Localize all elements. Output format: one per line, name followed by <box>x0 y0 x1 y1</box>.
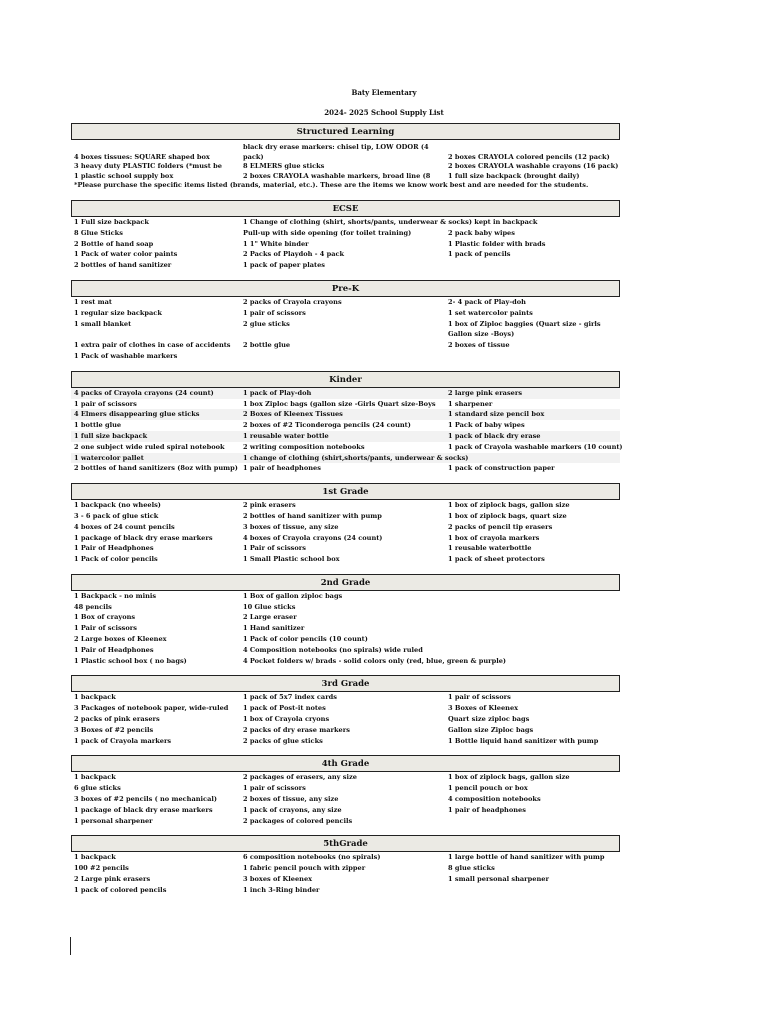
list-item: 1 pack of sheet protectors <box>448 555 545 564</box>
list-item: 3 boxes of tissue, any size <box>243 522 339 531</box>
table-row <box>71 703 620 714</box>
list-item: 1 regular size backpack <box>74 308 162 317</box>
list-item: 1 backpack <box>74 773 116 782</box>
section-header-5thgrade: 5thGrade <box>71 835 620 852</box>
list-item: 1 box of ziplock bags, gallon size <box>448 501 570 510</box>
table-row <box>71 431 620 442</box>
grade-sections <box>71 191 623 896</box>
list-item: 2 boxes of tissue, any size <box>243 795 339 804</box>
list-item: 4 boxes of 24 count pencils <box>74 522 175 531</box>
list-item: Gallon size Ziploc bags <box>448 725 534 734</box>
table-row <box>71 725 620 736</box>
list-item <box>71 329 243 340</box>
list-item: 1 Bottle liquid hand sanitizer with pump <box>448 736 599 745</box>
list-item: 2 packs of pink erasers <box>74 715 160 724</box>
table-row <box>71 656 620 667</box>
list-item: 1 full size backpack (brought daily) <box>448 171 580 180</box>
table-row <box>71 319 620 330</box>
list-item: 2 packs of pencil tip erasers <box>448 522 553 531</box>
list-item: 1 pencil pouch or box <box>448 784 528 793</box>
list-item: 1 pack of colored pencils <box>74 885 167 894</box>
section-header-4th-grade: 4th Grade <box>71 755 620 772</box>
list-item: 2 packages of colored pencils <box>243 816 353 825</box>
list-item: 1 set watercolor paints <box>448 308 533 317</box>
list-item: black dry erase markers: chisel tip, LOW ODOR (4 <box>243 143 429 151</box>
table-row <box>71 217 620 228</box>
list-item: 1 backpack <box>74 693 116 702</box>
table-row <box>71 442 623 453</box>
table-row <box>71 260 620 271</box>
list-item: 1 Pack of baby wipes <box>448 421 525 430</box>
table-row <box>71 399 620 410</box>
list-item: 1 box of ziplock bags, quart size <box>448 511 567 520</box>
list-item: 1 personal sharpener <box>74 816 153 825</box>
list-item: 2 packs of dry erase markers <box>243 725 350 734</box>
list-item <box>448 453 620 464</box>
list-item: 1 pack of pencils <box>448 250 511 259</box>
section-body-kinder <box>71 388 623 474</box>
list-item: 2 glue sticks <box>243 319 290 328</box>
table-row <box>71 554 620 565</box>
section-body-5thgrade <box>71 852 620 895</box>
list-item: 1 1" White binder <box>243 239 309 248</box>
list-item: 1 Pack of color pencils (10 count) <box>243 635 368 644</box>
table-row <box>71 852 620 863</box>
list-item: 2- 4 pack of Play-doh <box>448 297 526 306</box>
list-item: 1 Pack of water color paints <box>74 250 178 259</box>
list-item <box>243 351 448 362</box>
list-item: 1 box of Crayola cryons <box>243 715 330 724</box>
list-item: 1 Pair of scissors <box>243 544 306 553</box>
list-item: 48 pencils <box>74 602 112 611</box>
list-item: 2 bottles of hand sanitizer with pump <box>243 511 382 520</box>
list-item: 1 Backpack - no minis <box>74 591 157 600</box>
list-item: 1 package of black dry erase markers <box>74 805 213 814</box>
section-header-1st-grade: 1st Grade <box>71 483 620 500</box>
table-row <box>71 612 620 623</box>
list-item: 1 Pack of color pencils <box>74 555 158 564</box>
list-item: 1 pack of black dry erase <box>448 431 541 440</box>
table-row <box>71 692 620 703</box>
list-item: 2 Large pink erasers <box>74 875 151 884</box>
list-item: 1 reusable water bottle <box>243 431 329 440</box>
table-row <box>71 816 620 827</box>
table-row <box>71 228 620 239</box>
list-item: 3 Boxes of Kleenex <box>448 704 519 713</box>
table-row <box>71 340 620 351</box>
list-item: 1 small blanket <box>74 319 132 328</box>
list-item: 2 writing composition notebooks <box>243 442 365 451</box>
list-item: 1 box of ziplock bags, gallon size <box>448 773 570 782</box>
list-item: 3 heavy duty PLASTIC folders (*must be <box>74 162 222 171</box>
list-item: 1 rest mat <box>74 297 112 306</box>
list-item: 10 Glue sticks <box>243 602 296 611</box>
list-item: 1 pair of headphones <box>448 805 526 814</box>
list-item: 2 boxes of #2 Ticonderoga pencils (24 count) <box>243 421 411 430</box>
list-item: 2 pink erasers <box>243 501 296 510</box>
section-header-ecse: ECSE <box>71 200 620 217</box>
table-row <box>71 453 620 464</box>
table-row <box>71 388 620 399</box>
list-item: 1 sharpener <box>448 399 493 408</box>
list-item: 1 inch 3-Ring binder <box>243 885 320 894</box>
list-item: pack) <box>243 152 264 161</box>
section-header-pre-k: Pre-K <box>71 280 620 297</box>
list-item <box>448 143 620 153</box>
table-row <box>71 297 620 308</box>
section-body-pre-k <box>71 297 620 362</box>
table-row <box>71 239 620 250</box>
structured-col-1 <box>71 143 243 181</box>
list-item: 2 bottle glue <box>243 341 291 350</box>
list-item: 1 pair of headphones <box>243 464 321 473</box>
list-item: 1 Plastic school box ( no bags) <box>74 656 187 665</box>
list-item: 3 Packages of notebook paper, wide-ruled <box>74 704 229 713</box>
list-item: 1 backpack <box>74 853 116 862</box>
list-item: 4 packs of Crayola crayons (24 count) <box>74 388 214 397</box>
list-item: 1 pair of scissors <box>243 784 306 793</box>
list-item: 1 Pair of Headphones <box>74 645 154 654</box>
list-item: 2 Bottle of hand soap <box>74 239 154 248</box>
list-item: 2 bottles of hand sanitizers (8oz with pump) <box>74 464 238 473</box>
list-item: 1 fabric pencil pouch with zipper <box>243 864 366 873</box>
list-item <box>448 217 620 228</box>
list-item: 1 bottle glue <box>74 421 122 430</box>
list-item: Pull-up with side opening (for toilet training) <box>243 228 412 237</box>
list-item <box>448 816 620 827</box>
list-item <box>448 656 620 667</box>
table-row <box>71 500 620 511</box>
list-item: 2 Packs of Playdoh - 4 pack <box>243 250 345 259</box>
table-row <box>71 533 620 544</box>
list-item: 1 box of Ziploc baggies (Quart size - girls <box>448 319 601 328</box>
list-item: 1 box of crayola markers <box>448 533 540 542</box>
table-row <box>71 463 620 474</box>
list-item: 1 plastic school supply box <box>74 171 174 180</box>
table-row <box>71 351 620 362</box>
section-header-3rd-grade: 3rd Grade <box>71 675 620 692</box>
list-item: 2 bottles of hand sanitizer <box>74 261 172 270</box>
section-body-1st-grade <box>71 500 620 565</box>
list-item: 2 large pink erasers <box>448 388 523 397</box>
list-item: 3 boxes of Kleenex <box>243 875 313 884</box>
list-item <box>448 591 620 602</box>
list-item: 4 boxes of Crayola crayons (24 count) <box>243 533 383 542</box>
list-item: 1 change of clothing (shirt,shorts/pants, underwear & socks) <box>243 453 469 462</box>
list-item: 1 pack of Crayola markers <box>74 736 172 745</box>
list-item: 8 glue sticks <box>448 864 495 873</box>
table-row <box>71 885 620 896</box>
list-item <box>74 143 243 153</box>
table-row <box>71 409 620 420</box>
table-row <box>71 543 620 554</box>
table-row <box>71 511 620 522</box>
list-item <box>448 634 620 645</box>
list-item: 1 pair of scissors <box>448 693 511 702</box>
section-body-2nd-grade <box>71 591 620 667</box>
table-row <box>71 634 620 645</box>
table-row <box>71 714 620 725</box>
table-row <box>71 249 620 260</box>
supply-list <box>71 123 623 896</box>
table-row <box>71 602 620 613</box>
text-cursor <box>70 937 71 955</box>
list-item: 2 one subject wide ruled spiral notebook <box>74 442 225 451</box>
table-row <box>71 623 620 634</box>
list-item: 2 boxes CRAYOLA colored pencils (12 pack) <box>448 152 610 161</box>
list-item: 1 pack of construction paper <box>448 464 555 473</box>
list-item <box>448 885 620 896</box>
table-row <box>71 645 620 656</box>
section-header-kinder: Kinder <box>71 371 620 388</box>
list-item: 100 #2 pencils <box>74 864 129 873</box>
purchase-note: *Please purchase the specific items listed (brands, material, etc.). These are the items we know work best and are needed for the students. <box>74 181 589 190</box>
table-row <box>71 874 620 885</box>
school-name: Baty Elementary <box>351 88 417 97</box>
table-row <box>71 783 620 794</box>
list-item: 2 packages of erasers, any size <box>243 773 357 782</box>
section-body-ecse <box>71 217 620 271</box>
list-item: 2 packs of glue sticks <box>243 736 323 745</box>
list-item: 1 Box of gallon ziploc bags <box>243 591 343 600</box>
list-item: 1 Full size backpack <box>74 217 149 226</box>
list-item: 1 reusable waterbottle <box>448 544 532 553</box>
list-item: 1 Pair of scissors <box>74 624 137 633</box>
list-item: 2 packs of Crayola crayons <box>243 297 342 306</box>
list-item: Gallon size -Boys) <box>448 330 515 339</box>
table-row <box>71 794 620 805</box>
list-item: 1 pack of crayons, any size <box>243 805 342 814</box>
table-row <box>71 805 620 816</box>
list-item: 1 Pack of washable markers <box>74 351 178 360</box>
table-row <box>71 591 620 602</box>
list-item <box>243 329 448 340</box>
list-item: 1 pack of 5x7 index cards <box>243 693 337 702</box>
list-item: 2 boxes of tissue <box>448 341 510 350</box>
list-item <box>448 351 620 362</box>
list-item: 3 boxes of #2 pencils ( no mechanical) <box>74 795 217 804</box>
table-row <box>71 308 620 319</box>
list-item: 1 pack of Post-it notes <box>243 704 326 713</box>
table-row <box>71 863 620 874</box>
list-item: 1 package of black dry erase markers <box>74 533 213 542</box>
list-item: 2 boxes CRAYOLA washable markers, broad line (8 <box>243 171 431 180</box>
list-item: 2 Large eraser <box>243 613 297 622</box>
section-header-2nd-grade: 2nd Grade <box>71 574 620 591</box>
list-item: 1 Small Plastic school box <box>243 555 340 564</box>
table-row <box>71 420 620 431</box>
section-header-structured-learning: Structured Learning <box>71 123 620 140</box>
list-item: 1 Plastic folder with brads <box>448 239 546 248</box>
table-row <box>71 736 620 747</box>
list-item: 1 large bottle of hand sanitizer with pump <box>448 853 605 862</box>
list-item: 1 pair of scissors <box>243 308 306 317</box>
list-title: 2024- 2025 School Supply List <box>324 108 444 117</box>
list-item: 4 Pocket folders w/ brads - solid colors only (red, blue, green & purple) <box>243 656 507 665</box>
section-body-3rd-grade <box>71 692 620 746</box>
section-body-structured-learning <box>71 140 620 191</box>
list-item: 4 Elmers disappearing glue sticks <box>74 410 200 419</box>
list-item: 1 box Ziploc bags (gallon size -Girls Quart size-Boys <box>243 399 436 408</box>
structured-col-2 <box>243 143 448 181</box>
table-row <box>71 522 620 533</box>
list-item: 3 - 6 pack of glue stick <box>74 511 159 520</box>
structured-col-3 <box>448 143 620 181</box>
list-item <box>448 602 620 613</box>
list-item: 2 Boxes of Kleenex Tissues <box>243 410 343 419</box>
list-item: 4 boxes tissues: SQUARE shaped box <box>74 152 210 161</box>
list-item: 1 full size backpack <box>74 431 148 440</box>
list-item: 1 standard size pencil box <box>448 410 545 419</box>
list-item: 1 pack of Crayola washable markers (10 count) <box>448 442 623 451</box>
list-item: 1 extra pair of clothes in case of accidents <box>74 341 231 350</box>
list-item: 1 pack of paper plates <box>243 261 325 270</box>
list-item: 2 boxes CRAYOLA washable crayons (16 pack) <box>448 162 619 171</box>
list-item: 1 pack of Play-doh <box>243 388 312 397</box>
list-item: 1 Pair of Headphones <box>74 544 154 553</box>
list-item: 4 Composition notebooks (no spirals) wide ruled <box>243 645 423 654</box>
section-body-4th-grade <box>71 772 620 826</box>
list-item: 2 pack baby wipes <box>448 228 515 237</box>
list-item: 1 Box of crayons <box>74 613 136 622</box>
list-item: Quart size ziploc bags <box>448 715 530 724</box>
list-item: 1 Change of clothing (shirt, shorts/pants, underwear & socks) kept in backpack <box>243 217 538 226</box>
list-item: 6 composition notebooks (no spirals) <box>243 853 381 862</box>
table-row <box>71 329 620 340</box>
list-item: 1 watercolor pallet <box>74 453 144 462</box>
list-item: 1 small personal sharpener <box>448 875 549 884</box>
list-item: 6 glue sticks <box>74 784 121 793</box>
list-item <box>448 645 620 656</box>
table-row <box>71 772 620 783</box>
list-item: 8 ELMERS glue sticks <box>243 162 325 171</box>
list-item <box>448 612 620 623</box>
list-item: 3 Boxes of #2 pencils <box>74 725 154 734</box>
list-item: 1 Hand sanitizer <box>243 624 305 633</box>
list-item: 8 Glue Sticks <box>74 228 123 237</box>
list-item: 2 Large boxes of Kleenex <box>74 635 167 644</box>
list-item <box>448 623 620 634</box>
list-item <box>448 260 620 271</box>
list-item: 4 composition notebooks <box>448 795 541 804</box>
list-item: 1 pair of scissors <box>74 399 137 408</box>
list-item: 1 backpack (no wheels) <box>74 501 161 510</box>
